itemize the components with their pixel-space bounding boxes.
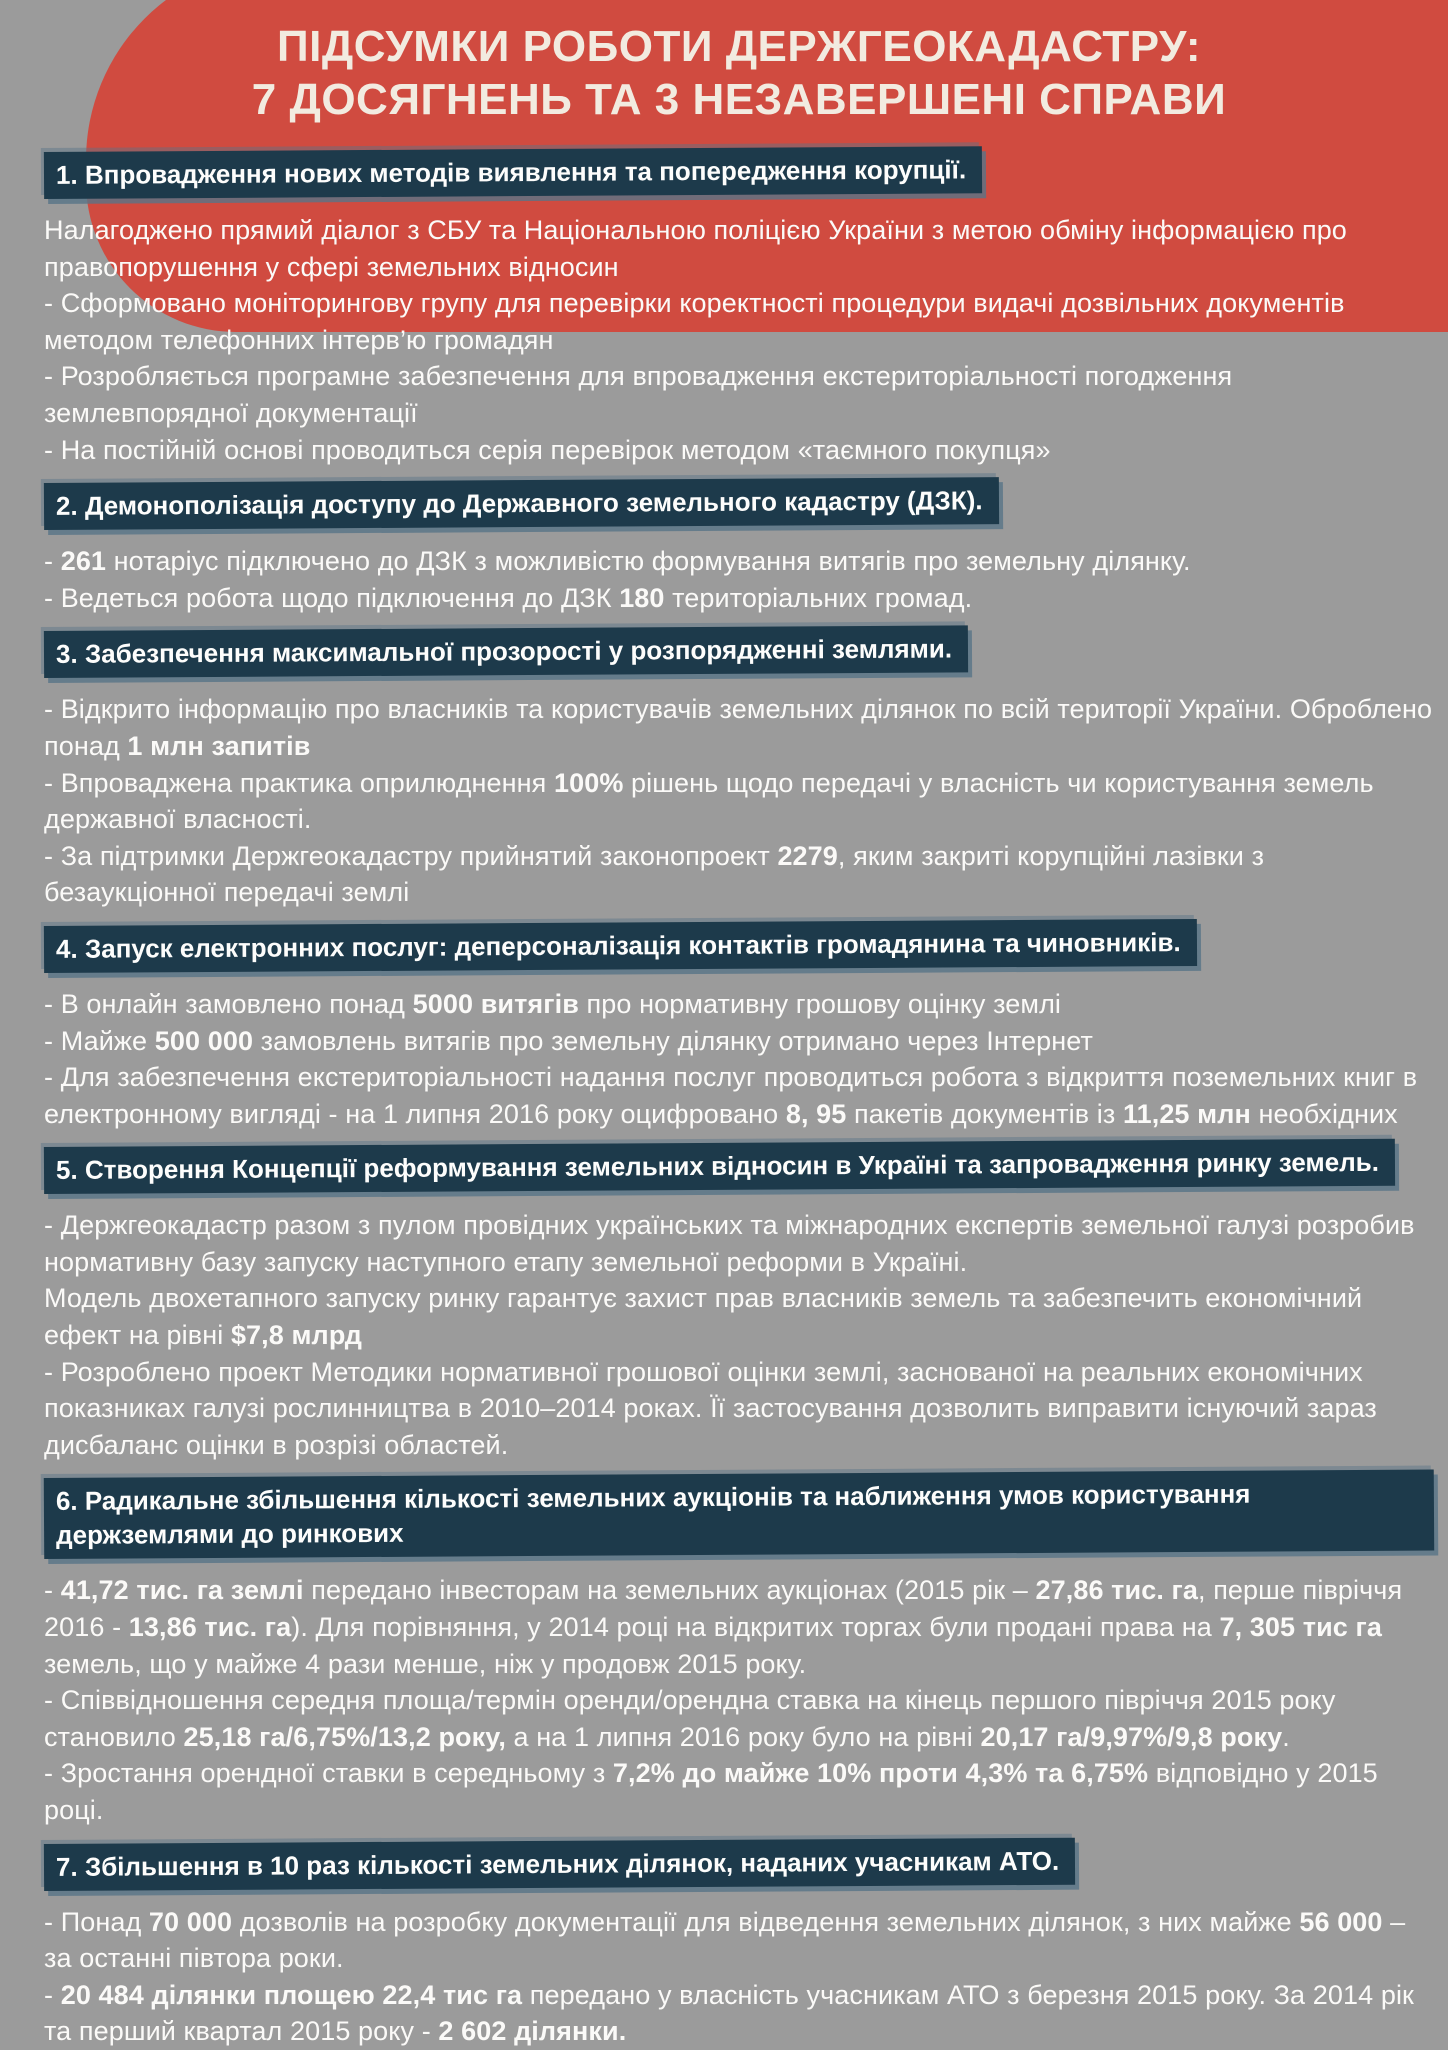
- page-title-line-1: ПІДСУМКИ РОБОТИ ДЕРЖГЕОКАДАСТРУ:: [277, 22, 1201, 71]
- section-3-heading-bar: 3. Забезпечення максимальної прозорості у розпорядженні землями.: [44, 626, 968, 679]
- paragraph: - 20 484 ділянки площею 22,4 тис га передано у власність учасникам АТО з березня 2015 року. За 2014 рік та перший квартал 2015 року - 2 602 ділянки.: [44, 1979, 1414, 2047]
- page-title-line-2: 7 ДОСЯГНЕНЬ ТА 3 НЕЗАВЕРШЕНІ СПРАВИ: [251, 75, 1227, 124]
- paragraph: - Співвідношення середня площа/термін оренди/орендна ставка на кінець першого півріччя 2015 року становило 25,18 га/6,75%/13,2 року, а на 1 липня 2016 року було на рівні 20,17 га/9,97%/9,8 року.: [44, 1685, 1336, 1752]
- section-2-body: [44, 543, 1434, 616]
- section-4-body: [44, 986, 1434, 1132]
- section-1-heading-bar: 1. Впровадження нових методів виявлення та попередження корупції.: [44, 146, 982, 199]
- paragraph: Модель двохетапного запуску ринку гарантує захист прав власників земель та забезпечить економічний ефект на рівні $7,8 млрд: [44, 1283, 1363, 1351]
- paragraph: - Розроблено проект Методики нормативної грошової оцінки землі, заснованої на реальних економічних показниках галузі рослинництва в 2010–2014 роках. Її застосування дозволить виправити існуючий зараз дисбаланс оцінки в розрізі областей.: [44, 1356, 1377, 1460]
- paragraph: - Ведеться робота щодо підключення до ДЗК 180 територіальних громад.: [44, 582, 973, 613]
- section-6-heading-bar: 6. Радикальне збільшення кількості земельних аукціонів та наближення умов користування держземлями до ринкових: [44, 1470, 1434, 1559]
- paragraph: - В онлайн замовлено понад 5000 витягів про нормативну грошову оцінку землі: [44, 988, 1062, 1019]
- section-2: [44, 483, 1434, 616]
- paragraph: - Майже 500 000 замовлень витягів про земельну ділянку отримано через Інтернет: [44, 1025, 1093, 1056]
- section-3-body: [44, 691, 1434, 911]
- paragraph: - На постійній основі проводиться серія перевірок методом «таємного покупця»: [44, 434, 1051, 465]
- paragraph: - Сформовано моніторингову групу для перевірки коректності процедури видачі дозвільних документів методом телефонних інтерв’ю громадян: [44, 288, 1345, 355]
- section-5-body: [44, 1207, 1434, 1463]
- paragraph: Налагоджено прямий діалог з СБУ та Національною поліцією України з метою обміну інформацією про правопорушення у сфері земельних відносин: [44, 215, 1347, 282]
- section-5: [44, 1147, 1434, 1463]
- section-6: [44, 1478, 1434, 1828]
- section-6-body: [44, 1572, 1434, 1828]
- paragraph: - Для забезпечення екстериторіальності надання послуг проводиться робота з відкриття поземельних книг в електронному вигляді - на 1 липня 2016 року оцифровано 8, 95 пакетів документів із 11,25 млн необхідних: [44, 1062, 1418, 1129]
- page-title: [74, 20, 1404, 126]
- section-7: [44, 1844, 1434, 2050]
- paragraph: - Держгеокадастр разом з пулом провідних українських та міжнародних експертів земельної галузі розробив нормативну базу запуску наступного етапу земельної реформи в Україні.: [44, 1210, 1415, 1277]
- section-4: [44, 926, 1434, 1132]
- paragraph: - Зростання орендної ставки в середньому з 7,2% до майже 10% проти 4,3% та 6,75% відповідно у 2015 році.: [44, 1758, 1378, 1825]
- section-7-heading-bar: 7. Збільшення в 10 раз кількості земельних ділянок, наданих учасникам АТО.: [44, 1837, 1075, 1890]
- sections: [44, 152, 1434, 2050]
- section-3: [44, 631, 1434, 911]
- section-1-body: [44, 212, 1434, 468]
- paragraph: - Понад 70 000 дозволів на розробку документації для відведення земельних ділянок, з них майже 56 000 – за останні півтора роки.: [44, 1906, 1406, 1974]
- paragraph: - За підтримки Держгеокадастру прийнятий законопроект 2279, яким закриті корупційні лазівки з безаукціонної передачі землі: [44, 840, 1265, 908]
- paragraph: - Впроваджена практика оприлюднення 100% рішень щодо передачі у власність чи користування земель державної власності.: [44, 767, 1374, 835]
- section-7-body: [44, 1904, 1434, 2050]
- section-5-heading-bar: 5. Створення Концепції реформування земельних відносин в Україні та запровадження ринку земель.: [44, 1139, 1395, 1194]
- paragraph: - Розробляється програмне забезпечення для впровадження екстериторіальності погодження землевпорядної документації: [44, 361, 1233, 428]
- paragraph: - 41,72 тис. га землі передано інвесторам на земельних аукціонах (2015 рік – 27,86 тис. га, перше півріччя 2016 - 13,86 тис. га). Для порівняння, у 2014 році на відкритих торгах були продані права на 7, 305 тис га земель, що у майже 4 рази менше, ніж у продовж 2015 року.: [44, 1575, 1403, 1679]
- paragraph: - 261 нотаріус підключено до ДЗК з можливістю формування витягів про земельну ділянку.: [44, 546, 1191, 577]
- section-4-heading-bar: 4. Запуск електронних послуг: деперсоналізація контактів громадянина та чиновників.: [44, 919, 1197, 973]
- section-1: [44, 152, 1434, 468]
- paragraph: - Відкрито інформацію про власників та користувачів земельних ділянок по всій території України. Оброблено понад 1 млн запитів: [44, 694, 1433, 761]
- section-2-heading-bar: 2. Демонополізація доступу до Державного земельного кадастру (ДЗК).: [44, 477, 999, 530]
